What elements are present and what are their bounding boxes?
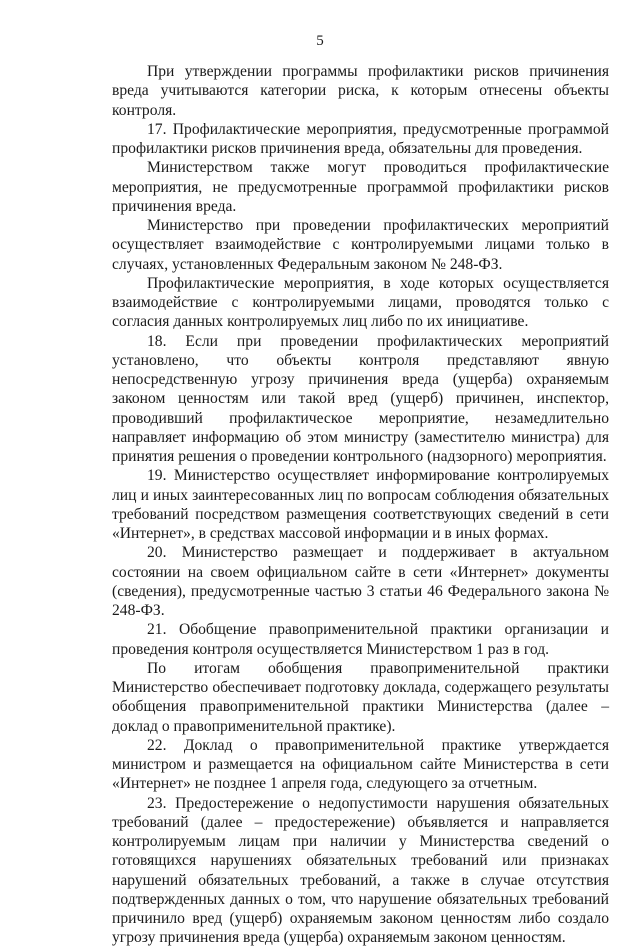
paragraph-17: 17. Профилактические мероприятия, предусмотренные программой профилактики рисков причинения вреда, обязательны для проведения. <box>112 120 609 157</box>
paragraph-22: 22. Доклад о правоприменительной практике утверждается министром и размещается на официальном сайте Министерства в сети «Интернет» не позднее 1 апреля года, следующего за отчетным. <box>112 736 609 793</box>
paragraph-risk-categories: При утверждении программы профилактики рисков причинения вреда учитываются категории риска, к которым отнесены объекты контроля. <box>112 63 609 119</box>
paragraph-18: 18. Если при проведении профилактических мероприятий установлено, что объекты контроля представляют явную непосредственную угрозу причинения вреда (ущерба) охраняемым законом ценностям или такой вред (ущерб) причинен, инспектор, проводивший профилактическое мероприятие, незамедлительно направляет информацию об этом министру (заместителю министра) для принятия решения о проведении контрольного (надзорного) мероприятия. <box>112 332 609 465</box>
paragraph-additional-measures: Министерством также могут проводиться профилактические мероприятия, не предусмотренные программой профилактики рисков причинения вреда. <box>112 159 609 215</box>
paragraph-consent: Профилактические мероприятия, в ходе которых осуществляется взаимодействие с контролируемыми лицами, проводятся только с согласия данных контролируемых лиц либо по их инициативе. <box>112 274 609 331</box>
paragraph-21: 21. Обобщение правоприменительной практики организации и проведения контроля осуществляется Министерством 1 раз в год. <box>112 621 609 658</box>
paragraph-20: 20. Министерство размещает и поддерживает в актуальном состоянии на своем официальном сайте в сети «Интернет» документы (сведения), предусмотренные частью 3 статьи 46 Федерального закона № 248-ФЗ. <box>112 544 609 619</box>
paragraph-19: 19. Министерство осуществляет информирование контролируемых лиц и иных заинтересованных лиц по вопросам соблюдения обязательных требований посредством размещения соответствующих сведений в сети «Интернет», в средствах массовой информации и в иных формах. <box>112 467 609 542</box>
paragraph-interaction-cases: Министерство при проведении профилактических мероприятий осуществляет взаимодействие с контролируемыми лицами только в случаях, установленных Федеральным законом № 248-ФЗ. <box>112 217 609 273</box>
paragraph-practice-report: По итогам обобщения правоприменительной практики Министерство обеспечивает подготовку доклада, содержащего результаты обобщения правоприменительной практики Министерства (далее – доклад о правоприменительной практике). <box>112 659 609 735</box>
document-body <box>112 62 609 948</box>
paragraph-23: 23. Предостережение о недопустимости нарушения обязательных требований (далее – предостережение) объявляется и направляется контролируемым лицам при наличии у Министерства сведений о готовящихся нарушениях обязательных требований или признаках нарушений обязательных требований, а также в случае отсутствия подтвержденных данных о том, что нарушение обязательных требований причинило вред (ущерб) охраняемым законом ценностям либо создало угрозу причинения вреда (ущерба) охраняемым законом ценностям. <box>112 794 609 947</box>
page-number: 5 <box>316 33 324 49</box>
